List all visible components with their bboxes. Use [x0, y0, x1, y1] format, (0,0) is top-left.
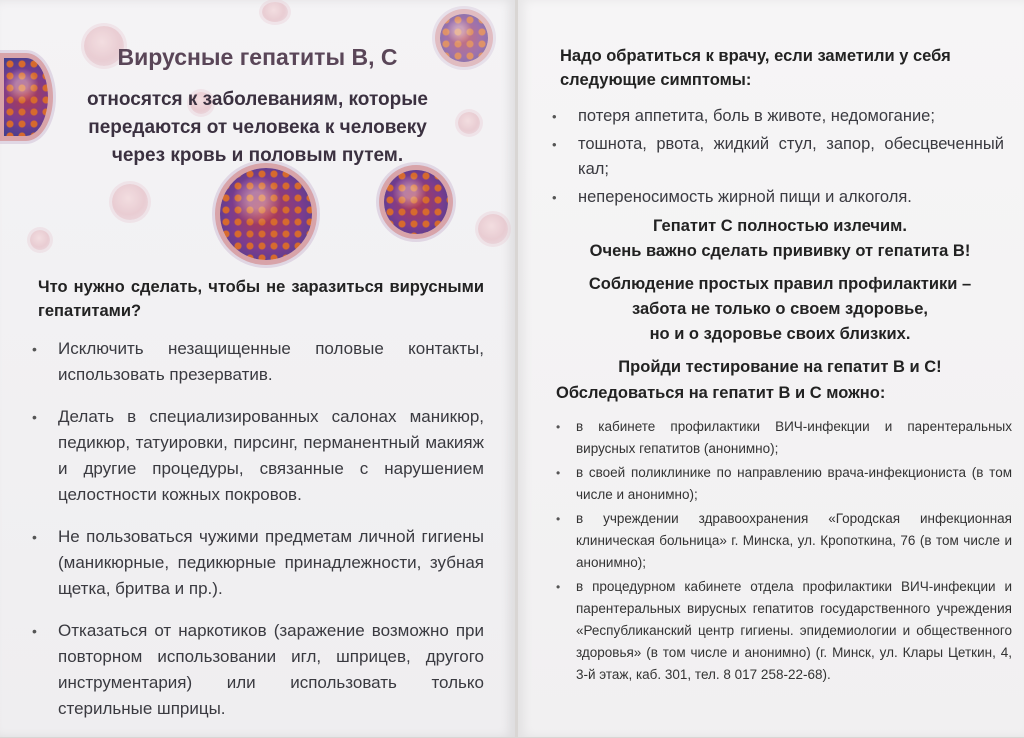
- list-item: • Не пользоваться чужими предметам личной гигиены (маникюрные, педикюрные принадлежности, зубная щетка, бритва и пр.).: [32, 524, 484, 602]
- list-item: • тошнота, рвота, жидкий стул, запор, обесцвеченный кал;: [552, 132, 1004, 182]
- call-to-action: Пройди тестирование на гепатит В и С!: [618, 358, 942, 376]
- virus-illustration-icon: [384, 170, 448, 234]
- list-item: • потеря аппетита, боль в животе, недомогание;: [552, 104, 1004, 129]
- list-item: • непереносимость жирной пищи и алкоголя.: [552, 185, 1004, 210]
- virus-illustration-icon: [30, 230, 50, 250]
- prevention-list: [32, 336, 484, 738]
- list-item: • в кабинете профилактики ВИЧ-инфекции и парентеральных вирусных гепатитов (анонимно);: [556, 416, 1012, 460]
- list-item: • Отказаться от наркотиков (заражение возможно при повторном использовании игл, шприцев, другого инструментария) или использовать только стерильные шприцы.: [32, 618, 484, 722]
- prevention-statement: [540, 272, 1020, 347]
- list-item: • Делать в специализированных салонах маникюр, педикюр, татуировки, пирсинг, перманентный макияж и другие процедуры, связанные с нарушением целостности кожных покровов.: [32, 404, 484, 508]
- exam-heading: Обследоваться на гепатит В и С можно:: [556, 384, 886, 402]
- subtitle-line: через кровь и половым путем.: [111, 145, 404, 166]
- testing-places-list: [556, 416, 1012, 688]
- cure-statement: [540, 214, 1020, 264]
- virus-illustration-icon: [220, 168, 312, 260]
- symptoms-list: [552, 104, 1004, 213]
- statement-line: забота не только о своем здоровье,: [631, 300, 928, 318]
- statement-line: Очень важно сделать прививку от гепатита В!: [589, 242, 971, 260]
- list-item: • в процедурном кабинете отдела профилактики ВИЧ-инфекции и парентеральных вирусных гепатитов государственного учреждения «Республиканский центр гигиены. эпидемиологии и общественного здоровья» (в том числе и анонимно) (г. Минск, ул. Клары Цеткин, 4, 3-й этаж, каб. 301, тел. 8 017 258-22-68).: [556, 576, 1012, 686]
- page-title: Вирусные гепатиты В, С: [117, 44, 398, 70]
- virus-illustration-icon: [262, 2, 288, 22]
- symptoms-heading: Надо обратиться к врачу, если заметили у себя следующие симптомы:: [560, 47, 951, 89]
- list-item: • в своей поликлинике по направлению врача-инфекциониста (в том числе и анонимно);: [556, 462, 1012, 506]
- virus-illustration-icon: [478, 214, 508, 244]
- virus-illustration-icon: [112, 184, 148, 220]
- list-item: • Исключить незащищенные половые контакты, использовать презерватив.: [32, 336, 484, 388]
- statement-line: но и о здоровье своих близких.: [649, 325, 911, 343]
- subtitle-line: относятся к заболеваниям, которые: [86, 89, 429, 110]
- list-item: • в учреждении здравоохранения «Городская инфекционная клиническая больница» г. Минска, ул. Кропоткина, 76 (в том числе и анонимно);: [556, 508, 1012, 574]
- subtitle-line: передаются от человека к человеку: [88, 117, 427, 138]
- page-subtitle: [0, 86, 515, 170]
- statement-line: Гепатит С полностью излечим.: [653, 217, 907, 235]
- prevention-heading: Что нужно сделать, чтобы не заразиться вирусными гепатитами?: [38, 278, 484, 320]
- statement-line: Соблюдение простых правил профилактики –: [588, 275, 972, 293]
